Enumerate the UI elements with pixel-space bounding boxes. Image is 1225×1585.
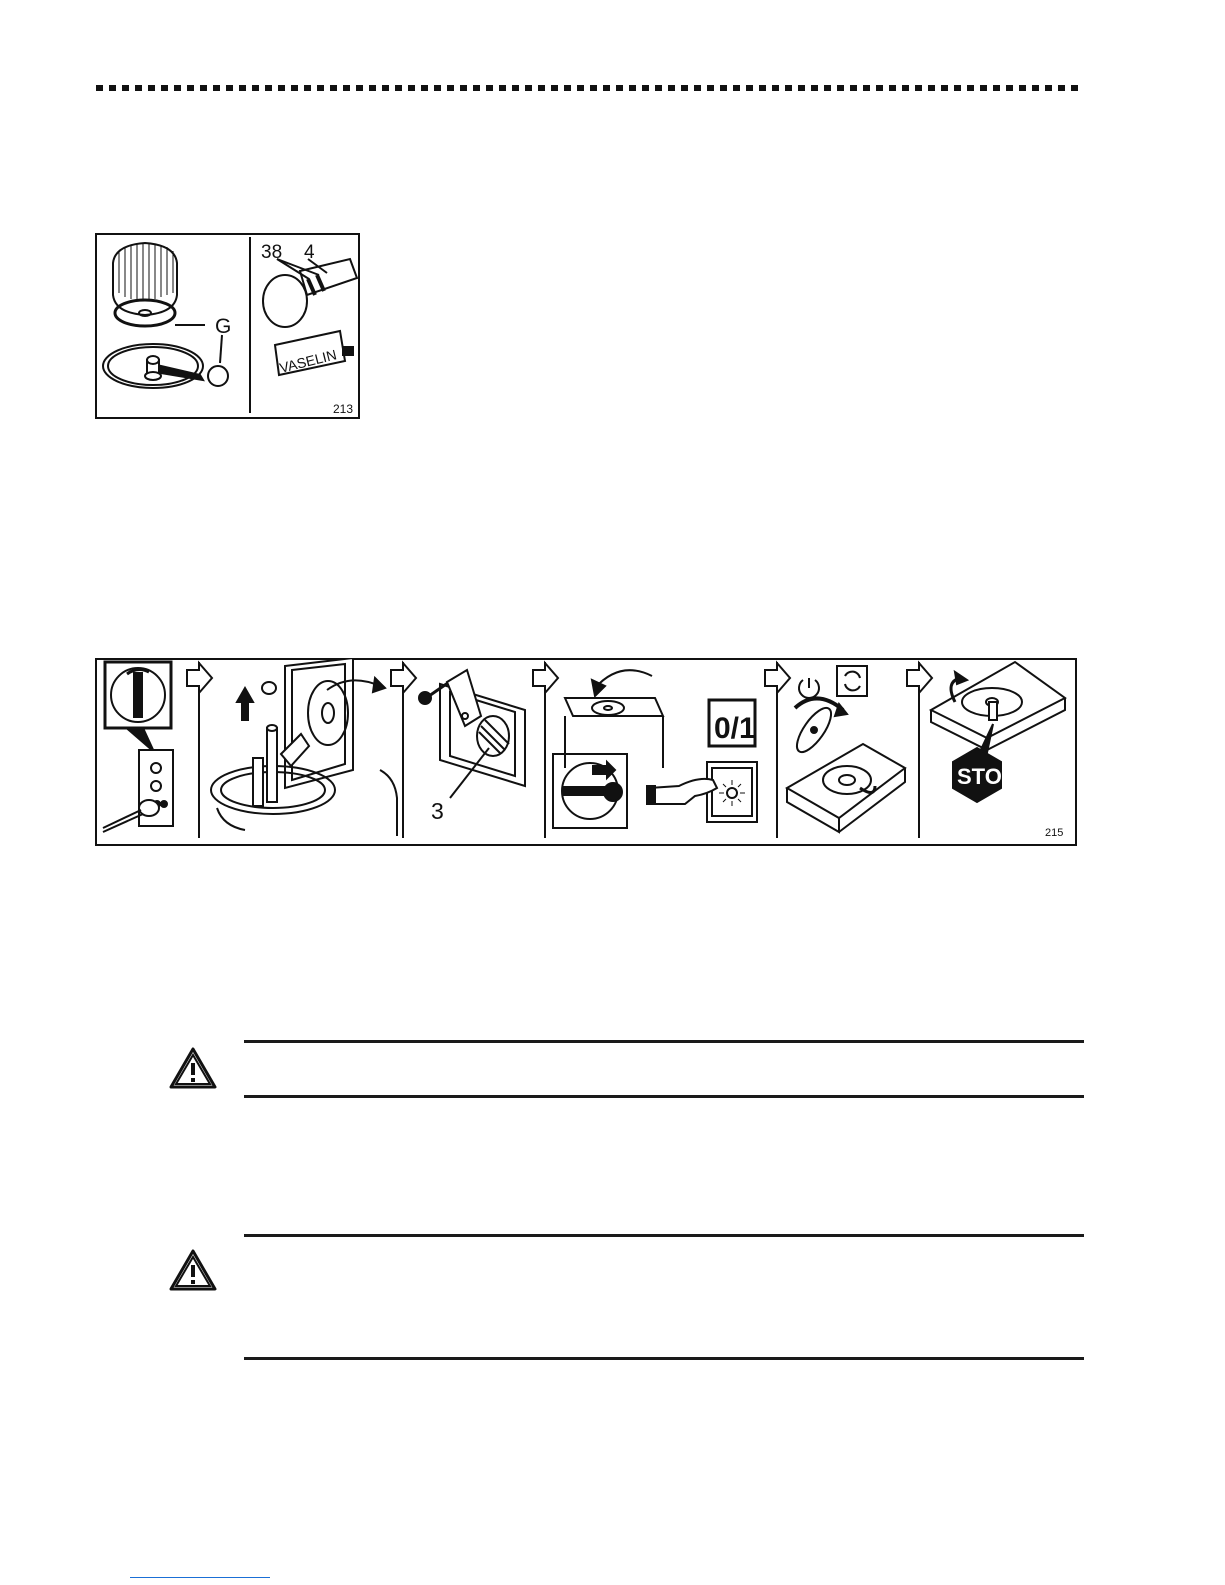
label-38: 38 — [261, 242, 283, 263]
header-dotted-rule — [96, 84, 1080, 92]
warning-2-bottom-rule — [244, 1357, 1084, 1360]
warning-block-2 — [0, 1234, 1225, 1374]
label-vaselin: VASELIN — [277, 346, 339, 376]
step-arrow-2 — [391, 663, 416, 693]
figure-215-number: 215 — [1045, 827, 1064, 839]
label-switch-0-1: 0/1 — [714, 712, 756, 745]
warning-1-bottom-rule — [244, 1095, 1084, 1098]
label-3: 3 — [431, 798, 444, 824]
rotation-illustration — [787, 666, 905, 832]
label-4: 4 — [304, 242, 315, 263]
warning-triangle-icon — [168, 1248, 218, 1292]
step-arrow-1 — [187, 663, 212, 693]
power-on-illustration — [553, 670, 757, 828]
step-arrow-3 — [533, 663, 558, 693]
warning-2-top-rule — [244, 1234, 1084, 1237]
footer-link[interactable] — [130, 1577, 270, 1578]
warning-1-top-rule — [244, 1040, 1084, 1043]
knob-illustration — [103, 243, 228, 388]
label-g: G — [215, 315, 232, 338]
step-arrow-4 — [765, 663, 790, 693]
step-arrow-5 — [907, 663, 932, 693]
figure-215 — [95, 658, 1077, 846]
plunger-illustration — [263, 259, 357, 327]
lever-illustration — [419, 670, 525, 798]
disc-loading-illustration — [211, 658, 397, 836]
figure-213-number: 213 — [333, 402, 354, 416]
warning-block-1 — [0, 1040, 1225, 1110]
stop-sign-label: STOP — [957, 764, 1017, 789]
main-switch-illustration — [103, 662, 173, 832]
warning-triangle-icon — [168, 1046, 218, 1090]
figure-213 — [95, 233, 360, 419]
